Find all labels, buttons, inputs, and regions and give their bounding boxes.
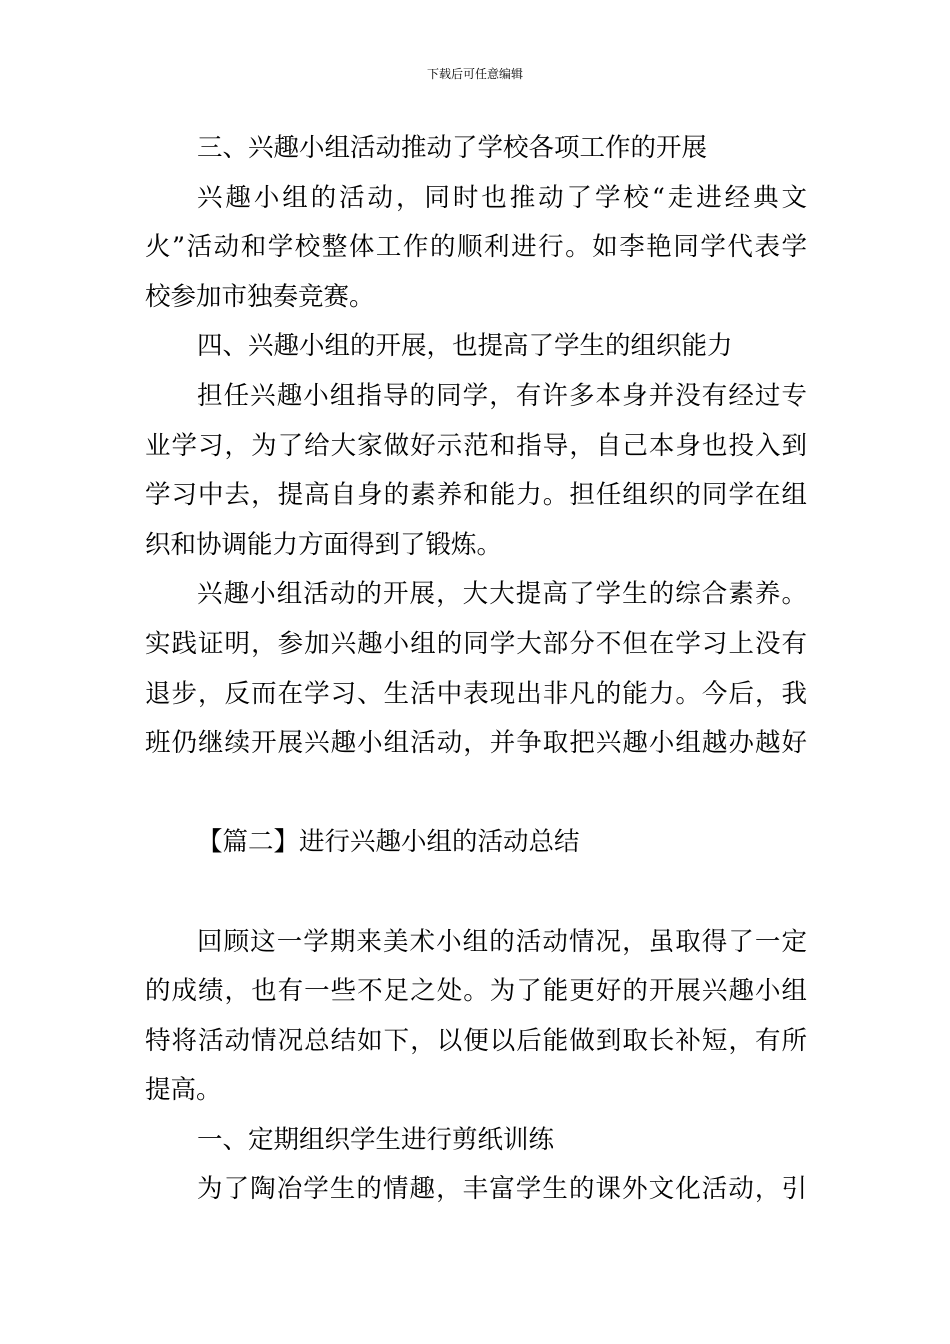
paragraph-line: 校参加市独奏竞赛。 (145, 281, 375, 312)
section-heading-4: 四、兴趣小组的开展，也提高了学生的组织能力 (197, 331, 733, 362)
paragraph-line: 织和协调能力方面得到了锻炼。 (145, 529, 503, 560)
blank-line (145, 868, 807, 918)
paragraph-line: 兴趣小组活动的开展，大大提高了学生的综合素养。 (197, 579, 807, 610)
document-body (145, 124, 807, 1215)
section-heading-1: 一、定期组织学生进行剪纸训练 (197, 1124, 555, 1155)
paragraph-line: 班仍继续开展兴趣小组活动，并争取把兴趣小组越办越好 (145, 728, 807, 759)
paragraph-line: 提高。 (145, 1075, 222, 1106)
page-header-note: 下载后可任意编辑 (426, 67, 523, 81)
paragraph-line: 兴趣小组的活动，同时也推动了学校“走进经典文 (197, 182, 807, 213)
part-two-title: 【篇二】进行兴趣小组的活动总结 (197, 827, 580, 858)
paragraph-line: 担任兴趣小组指导的同学，有许多本身并没有经过专 (197, 380, 807, 411)
paragraph-line: 的成绩，也有一些不足之处。为了能更好的开展兴趣小组 (145, 976, 807, 1007)
paragraph-line: 学习中去，提高自身的素养和能力。担任组织的同学在组 (145, 480, 807, 511)
paragraph-line: 实践证明，参加兴趣小组的同学大部分不但在学习上没有 (145, 628, 807, 659)
paragraph-line: 火”活动和学校整体工作的顺利进行。如李艳同学代表学 (145, 232, 807, 263)
paragraph-line: 回顾这一学期来美术小组的活动情况，虽取得了一定 (197, 926, 807, 957)
section-heading-3: 三、兴趣小组活动推动了学校各项工作的开展 (197, 133, 708, 163)
paragraph-line: 退步，反而在学习、生活中表现出非凡的能力。今后，我 (145, 678, 807, 709)
paragraph-line: 为了陶冶学生的情趣，丰富学生的课外文化活动，引 (197, 1174, 807, 1205)
paragraph-line: 业学习，为了给大家做好示范和指导，自己本身也投入到 (145, 430, 807, 461)
paragraph-line: 特将活动情况总结如下，以便以后能做到取长补短，有所 (145, 1025, 807, 1056)
blank-line (145, 769, 807, 819)
